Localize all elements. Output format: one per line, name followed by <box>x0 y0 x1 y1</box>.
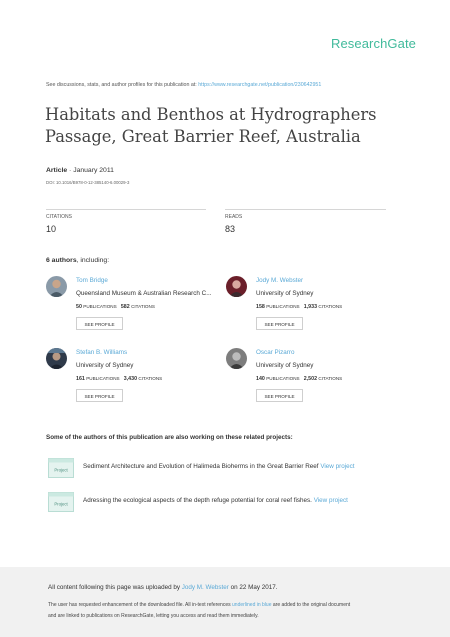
article-type: Article <box>46 167 68 174</box>
project-title: Adressing the ecological aspects of the depth refuge potential for coral reef fishes. <box>83 497 312 504</box>
citations-divider <box>46 209 206 210</box>
article-meta <box>46 167 114 174</box>
upload-prefix: All content following this page was uploaded by <box>48 584 182 591</box>
authors-heading-suffix: , including: <box>76 257 110 264</box>
author-institution: Queensland Museum & Australian Research C... <box>76 290 212 297</box>
publications-count: 158 <box>256 304 265 310</box>
project-title: Sediment Architecture and Evolution of Halimeda Bioherms in the Great Barrier Reef <box>83 463 319 470</box>
see-profile-button[interactable]: SEE PROFILE <box>256 389 303 402</box>
citations-label: CITATIONS <box>131 304 155 309</box>
project-text <box>83 497 348 504</box>
reads-divider <box>225 209 386 210</box>
footer-note-2: and are linked to publications on ResearchGate, letting you access and read them immediately. <box>48 613 259 619</box>
see-profile-button[interactable]: SEE PROFILE <box>76 317 123 330</box>
citations-count: 582 <box>120 304 130 310</box>
author-stats <box>76 376 162 382</box>
reads-label: READS <box>225 214 243 220</box>
publication-url-link[interactable]: https://www.researchgate.net/publication/230642951 <box>198 82 322 88</box>
uploader-link[interactable]: Jody M. Webster <box>181 584 229 591</box>
publications-label: PUBLICATIONS <box>86 376 120 381</box>
researchgate-logo[interactable]: ResearchGate <box>330 36 416 51</box>
author-stats <box>256 376 342 382</box>
avatar[interactable] <box>46 276 67 297</box>
note1-link: underlined in blue <box>232 602 272 608</box>
authors-heading <box>46 257 109 264</box>
publications-count: 161 <box>76 376 85 382</box>
citations-label: CITATIONS <box>318 376 343 381</box>
see-profile-button[interactable]: SEE PROFILE <box>76 389 123 402</box>
project-text <box>83 463 355 470</box>
citations-label: CITATIONS <box>318 304 343 309</box>
avatar[interactable] <box>226 348 247 369</box>
doi: DOI: 10.1016/B978-0-12-385140-6.00029-3 <box>46 180 130 185</box>
avatar[interactable] <box>46 348 67 369</box>
footer <box>0 567 450 637</box>
citations-count: 1,933 <box>303 304 318 310</box>
citations-label: CITATIONS <box>46 214 72 220</box>
citations-count: 3,430 <box>123 376 138 382</box>
publications-count: 50 <box>76 304 82 310</box>
authors-count: 6 authors <box>46 257 77 264</box>
author-institution: University of Sydney <box>256 362 314 369</box>
author-name[interactable]: Tom Bridge <box>76 277 108 284</box>
top-note-prefix: See discussions, stats, and author profiles for this publication at: <box>46 82 199 88</box>
author-name[interactable]: Oscar Pizarro <box>256 349 295 356</box>
note1-prefix: The user has requested enhancement of the downloaded file. All in-text references <box>48 602 233 608</box>
project-item <box>46 492 406 514</box>
citations-count: 2,502 <box>303 376 318 382</box>
author-card <box>46 348 236 414</box>
author-stats <box>256 304 342 310</box>
footer-note-1 <box>48 602 350 608</box>
upload-suffix: on 22 May 2017. <box>228 584 278 591</box>
view-project-link[interactable]: View project <box>313 497 348 504</box>
publications-count: 140 <box>256 376 265 382</box>
author-stats <box>76 304 155 310</box>
citations-value: 10 <box>46 224 57 234</box>
author-institution: University of Sydney <box>256 290 314 297</box>
view-project-link[interactable]: View project <box>320 463 355 470</box>
project-icon <box>48 458 74 478</box>
author-card <box>226 276 416 342</box>
author-institution: University of Sydney <box>76 362 134 369</box>
see-profile-button[interactable]: SEE PROFILE <box>256 317 303 330</box>
upload-info <box>48 584 278 591</box>
publications-label: PUBLICATIONS <box>266 376 300 381</box>
publication-link-note <box>46 82 321 88</box>
project-icon <box>48 492 74 512</box>
project-icon-label: Project <box>54 501 68 507</box>
note1-suffix: are added to the original document <box>271 602 351 608</box>
project-item <box>46 458 406 480</box>
article-date: · January 2011 <box>67 167 114 174</box>
author-card <box>226 348 416 414</box>
project-icon-label: Project <box>54 467 68 473</box>
publications-label: PUBLICATIONS <box>266 304 300 309</box>
reads-value: 83 <box>225 224 236 234</box>
related-projects-heading: Some of the authors of this publication are also working on these related projects: <box>46 434 293 441</box>
author-name[interactable]: Jody M. Webster <box>256 277 304 284</box>
publication-title: Habitats and Benthos at Hydrographers Passage, Great Barrier Reef, Australia <box>45 105 377 146</box>
avatar[interactable] <box>226 276 247 297</box>
author-name[interactable]: Stefan B. Williams <box>76 349 128 356</box>
author-card <box>46 276 236 342</box>
citations-label: CITATIONS <box>138 376 163 381</box>
publications-label: PUBLICATIONS <box>83 304 117 309</box>
